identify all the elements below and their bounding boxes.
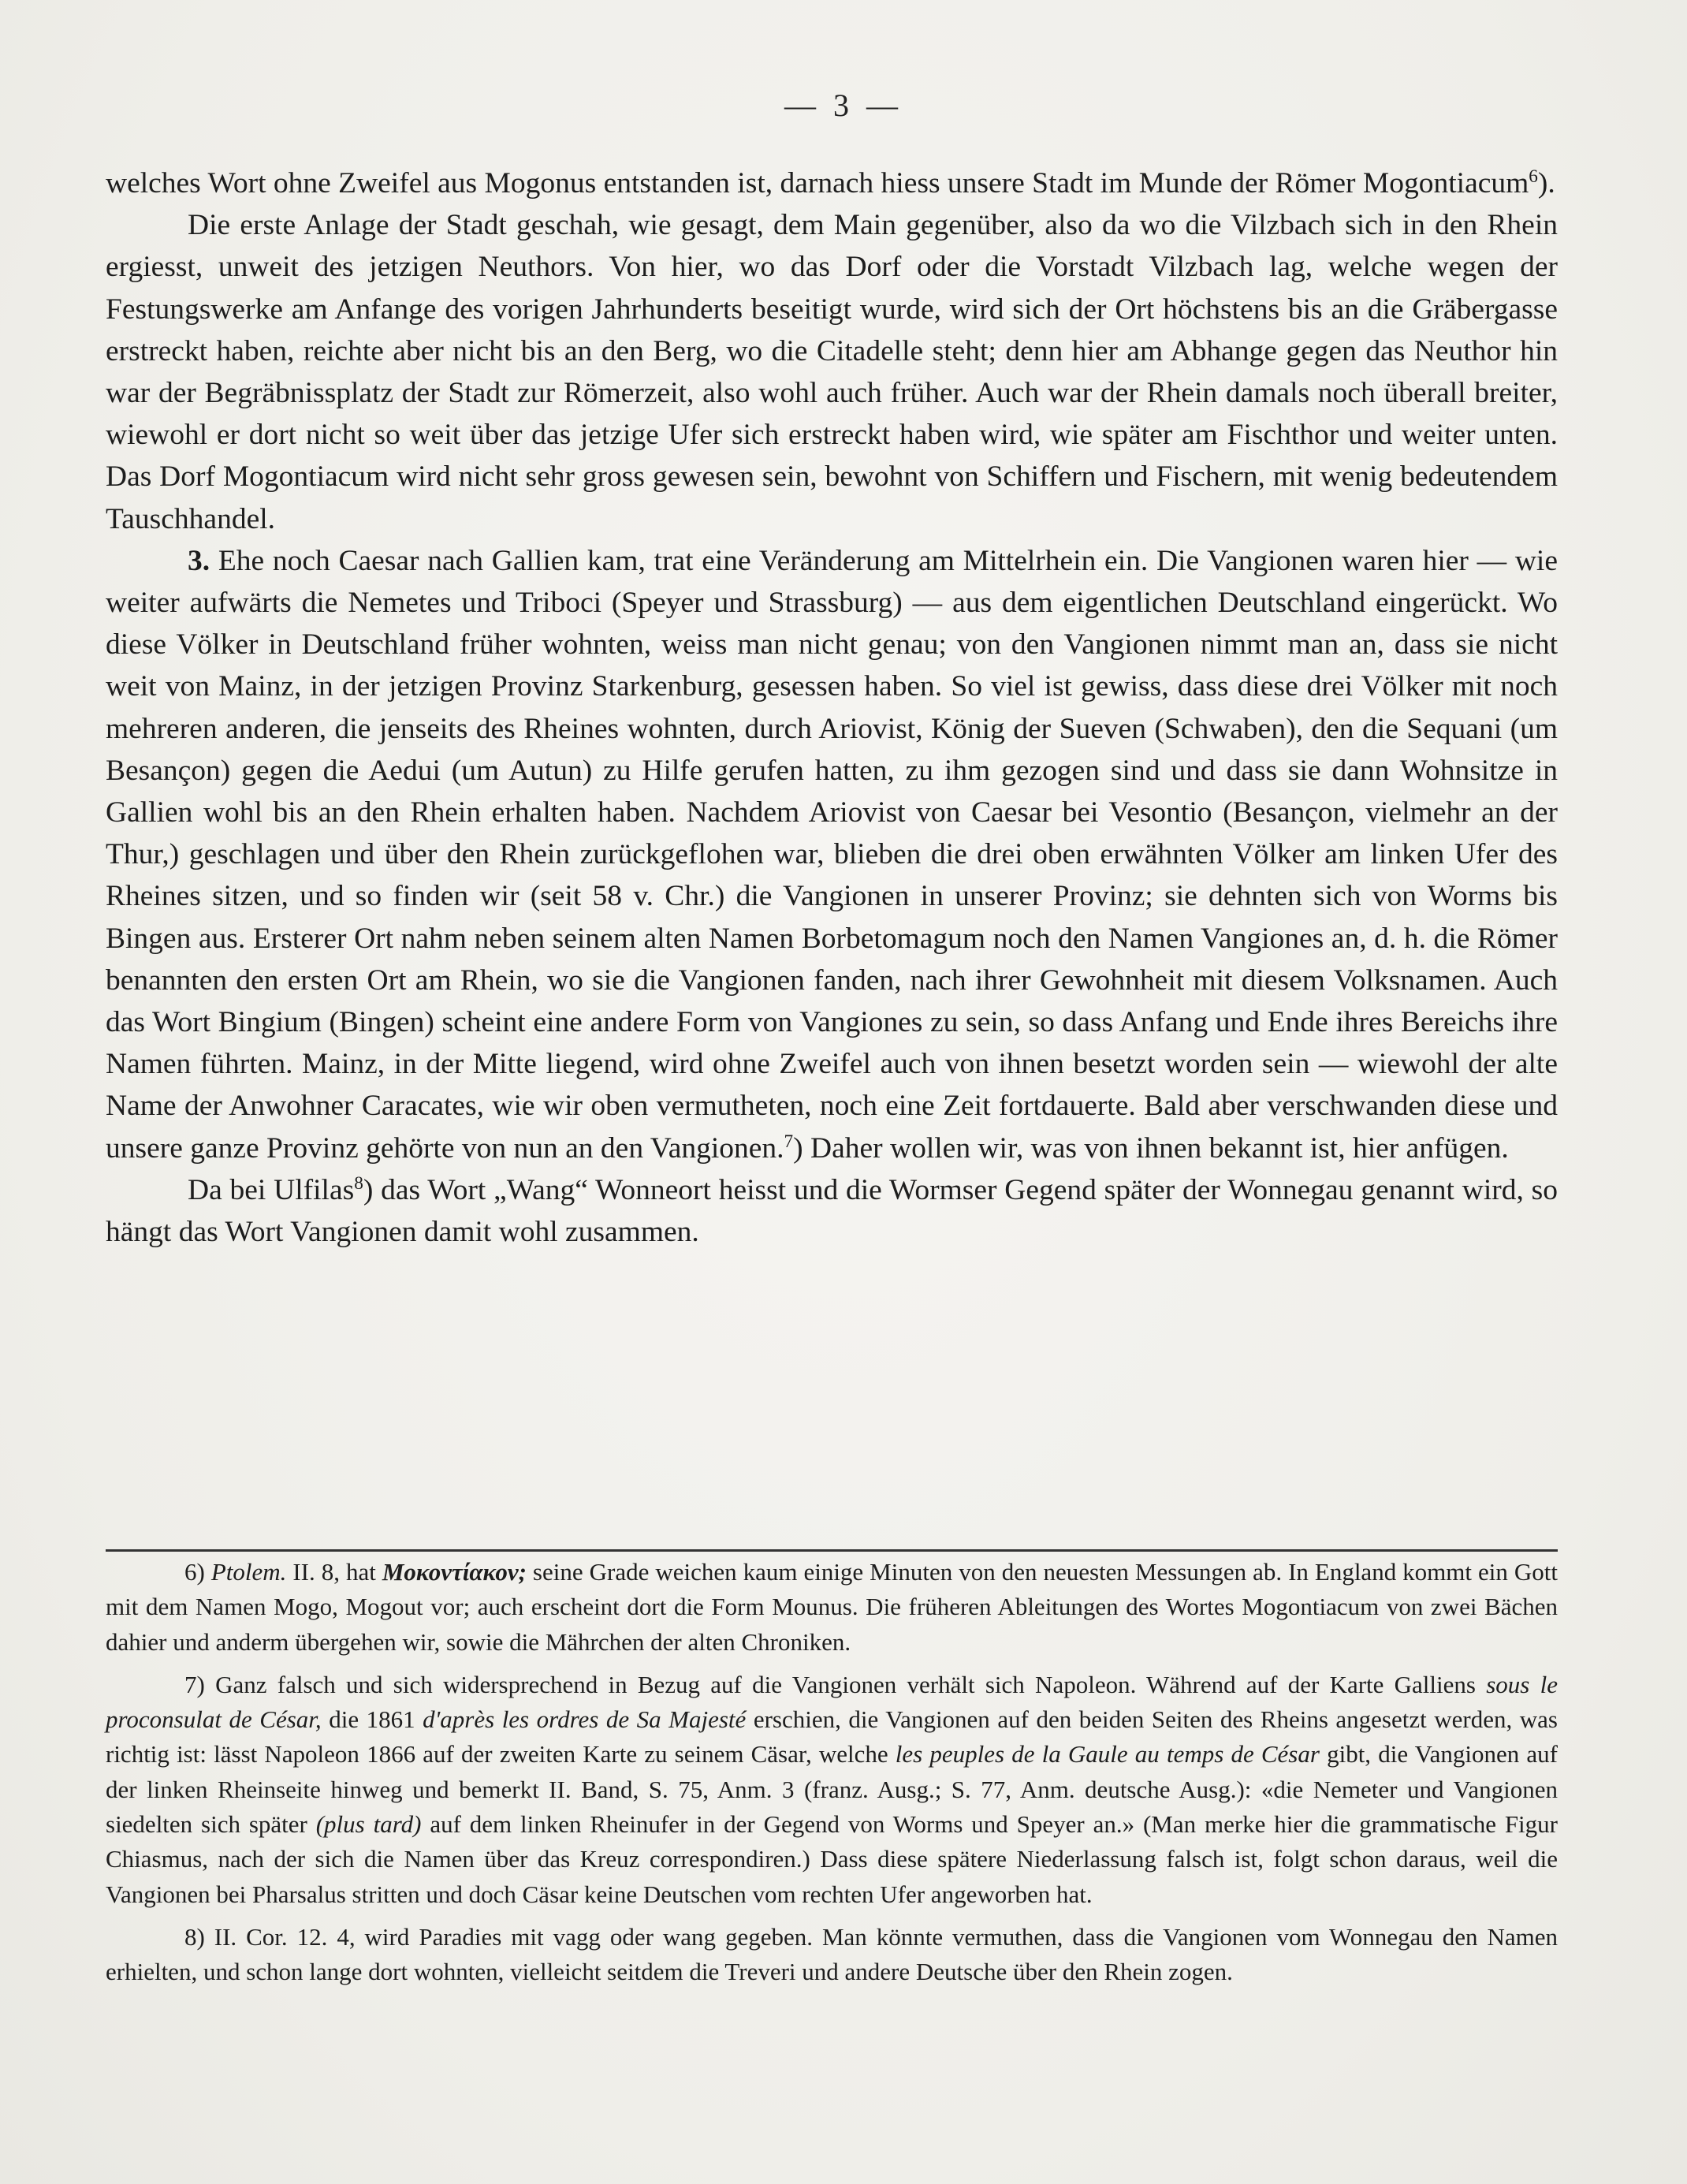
footnote-7-text-b: die 1861	[321, 1705, 423, 1734]
footnote-6-text-b: seine Grade weichen kaum einige Minuten von den neuesten Messungen ab. In England kommt ein Gott mit dem Namen Mogo, Mogout vor; auch erscheint dort die Form Mounus. Die früheren Ableitungen des Wortes Mogontiacum von zwei Bächen dahier und anderm übergehen wir, sowie die Mährchen der alten Chroniken.	[106, 1558, 1558, 1656]
footnote-divider	[106, 1549, 1558, 1552]
footnote-7-text-e: auf dem linken Rheinufer in der Gegend von Worms und Speyer an.» (Man merke hier die grammatische Figur Chiasmus, nach der sich die Namen über das Kreuz correspondiren.) Dass diese spätere Niederlassung falsch ist, folgt schon daraus, weil die Vangionen bei Pharsalus stritten und doch Cäsar keine Deutschen vom rechten Ufer angeworben hat.	[106, 1810, 1558, 1908]
footnote-6-number: 6)	[184, 1558, 211, 1586]
footnote-7-italic-1: sous le proconsulat de César,	[106, 1670, 1558, 1734]
footnote-7-italic-2: d'après les ordres de Sa Majesté	[423, 1705, 747, 1734]
footnote-7-text-c: erschien, die Vangionen auf den beiden Seiten des Rheins angesetzt werden, was richtig ist: lässt Napoleon 1866 auf der zweiten Karte zu seinem Cäsar, welche	[106, 1705, 1558, 1768]
paragraph-3-end: ) Daher wollen wir, was von ihnen bekannt ist, hier anfügen.	[793, 1131, 1509, 1165]
footnote-ref-6: 6	[1529, 166, 1538, 188]
main-text	[106, 162, 1558, 1253]
page-number: — 3 —	[784, 88, 903, 123]
section-number: 3.	[188, 544, 210, 577]
paragraph-4-end: ) das Wort „Wang“ Wonneort heisst und die Wormser Gegend später der Wonnegau genannt wird, so hängt das Wort Vangionen damit wohl zusammen.	[106, 1173, 1558, 1249]
paragraph-2: Die erste Anlage der Stadt geschah, wie gesagt, dem Main gegenüber, also da wo die Vilzbach sich in den Rhein ergiesst, unweit des jetzigen Neuthors. Von hier, wo das Dorf oder die Vorstadt Vilzbach lag, welche wegen der Festungswerke am Anfange des vorigen Jahrhunderts beseitigt wurde, wird sich der Ort höchstens bis an die Gräbergasse erstreckt haben, reichte aber nicht bis an den Berg, wo die Citadelle steht; denn hier am Abhange gegen das Neuthor hin war der Begräbnissplatz der Stadt zur Römerzeit, also wohl auch früher. Auch war der Rhein damals noch überall breiter, wiewohl er dort nicht so weit über das jetzige Ufer sich erstreckt haben wird, wie später am Fischthor und weiter unten. Das Dorf Mogontiacum wird nicht sehr gross gewesen sein, bewohnt von Schiffern und Fischern, mit wenig bedeutendem Tauschhandel.	[106, 209, 1558, 535]
paragraph-1-end: ).	[1537, 167, 1555, 199]
paragraph-1-text: welches Wort ohne Zweifel aus Mogonus entstanden ist, darnach hiess unsere Stadt im Munde der Römer Mogontiacum	[106, 167, 1529, 199]
footnote-7-text-a: 7) Ganz falsch und sich widersprechend in Bezug auf die Vangionen verhält sich Napoleon. Während auf der Karte Galliens	[184, 1670, 1487, 1698]
footnote-ref-8: 8	[354, 1173, 363, 1194]
paragraph-3-text: Ehe noch Caesar nach Gallien kam, trat eine Veränderung am Mittelrhein ein. Die Vangionen waren hier — wie weiter aufwärts die Nemetes und Triboci (Speyer und Strassburg) — aus dem eigentlichen Deutschland eingerückt. Wo diese Völker in Deutschland früher wohnten, weiss man nicht genau; von den Vangionen nimmt man an, dass sie nicht weit von Mainz, in der jetzigen Provinz Starkenburg, gesessen haben. So viel ist gewiss, dass diese drei Völker mit noch mehreren anderen, die jenseits des Rheines wohnten, durch Ariovist, König der Sueven (Schwaben), den die Sequani (um Besançon) gegen die Aedui (um Autun) zu Hilfe gerufen hatten, zu ihm gezogen sind und dass sie dann Wohnsitze in Gallien wohl bis an den Rhein erhalten haben. Nachdem Ariovist von Caesar bei Vesontio (Besançon, vielmehr an der Thur,) geschlagen und über den Rhein zurückgeflohen war, blieben die drei oben erwähnten Völker am linken Ufer des Rheines sitzen, und so finden wir (seit 58 v. Chr.) die Vangionen in unserer Provinz; sie dehnten sich von Worms bis Bingen aus. Ersterer Ort nahm neben seinem alten Namen Borbetomagum noch den Namen Vangiones an, d. h. die Römer benannten den ersten Ort am Rhein, wo sie die Vangionen fanden, nach ihrer Gewohnheit mit diesem Volksnamen. Auch das Wort Bingium (Bingen) scheint eine andere Form von Vangiones zu sein, so dass Anfang und Ende ihres Bereichs ihre Namen führten. Mainz, in der Mitte liegend, wird ohne Zweifel auch von ihnen besetzt worden sein — wiewohl der alte Name der Anwohner Caracates, wie wir oben vermutheten, noch eine Zeit fortdauerte. Bald aber verschwanden diese und unsere ganze Provinz gehörte von nun an den Vangionen.	[106, 544, 1558, 1165]
paragraph-4	[106, 1169, 1558, 1253]
footnote-ref-7: 7	[784, 1131, 794, 1152]
footnote-6-text-a: II. 8, hat	[286, 1558, 382, 1586]
footnote-6-greek: Μοκοντίακον;	[382, 1558, 527, 1586]
footnote-7	[106, 1668, 1558, 1912]
footnote-8: 8) II. Cor. 12. 4, wird Paradies mit vagg oder wang gegeben. Man könnte vermuthen, dass die Vangionen vom Wonnegau den Namen erhielten, und schon lange dort wohnten, vielleicht seitdem die Treveri und andere Deutsche über den Rhein zogen.	[106, 1922, 1558, 1986]
paragraph-3	[106, 540, 1558, 1169]
footnote-7-text-d: gibt, die Vangionen auf der linken Rheinseite hinweg und bemerkt II. Band, S. 75, Anm. 3 (franz. Ausg.; S. 77, Anm. deutsche Ausg.): «die Nemeter und Vangionen siedelten sich später	[106, 1740, 1558, 1839]
footnote-7-italic-4: (plus tard)	[315, 1810, 422, 1839]
paragraph-4-text: Da bei Ulfilas	[188, 1173, 355, 1206]
footnote-6-source: Ptolem.	[210, 1558, 287, 1586]
footnotes	[106, 1555, 1558, 1998]
footnote-6	[106, 1555, 1558, 1660]
paragraph-1	[106, 162, 1558, 204]
footnote-7-italic-3: les peuples de la Gaule au temps de César	[895, 1740, 1320, 1768]
